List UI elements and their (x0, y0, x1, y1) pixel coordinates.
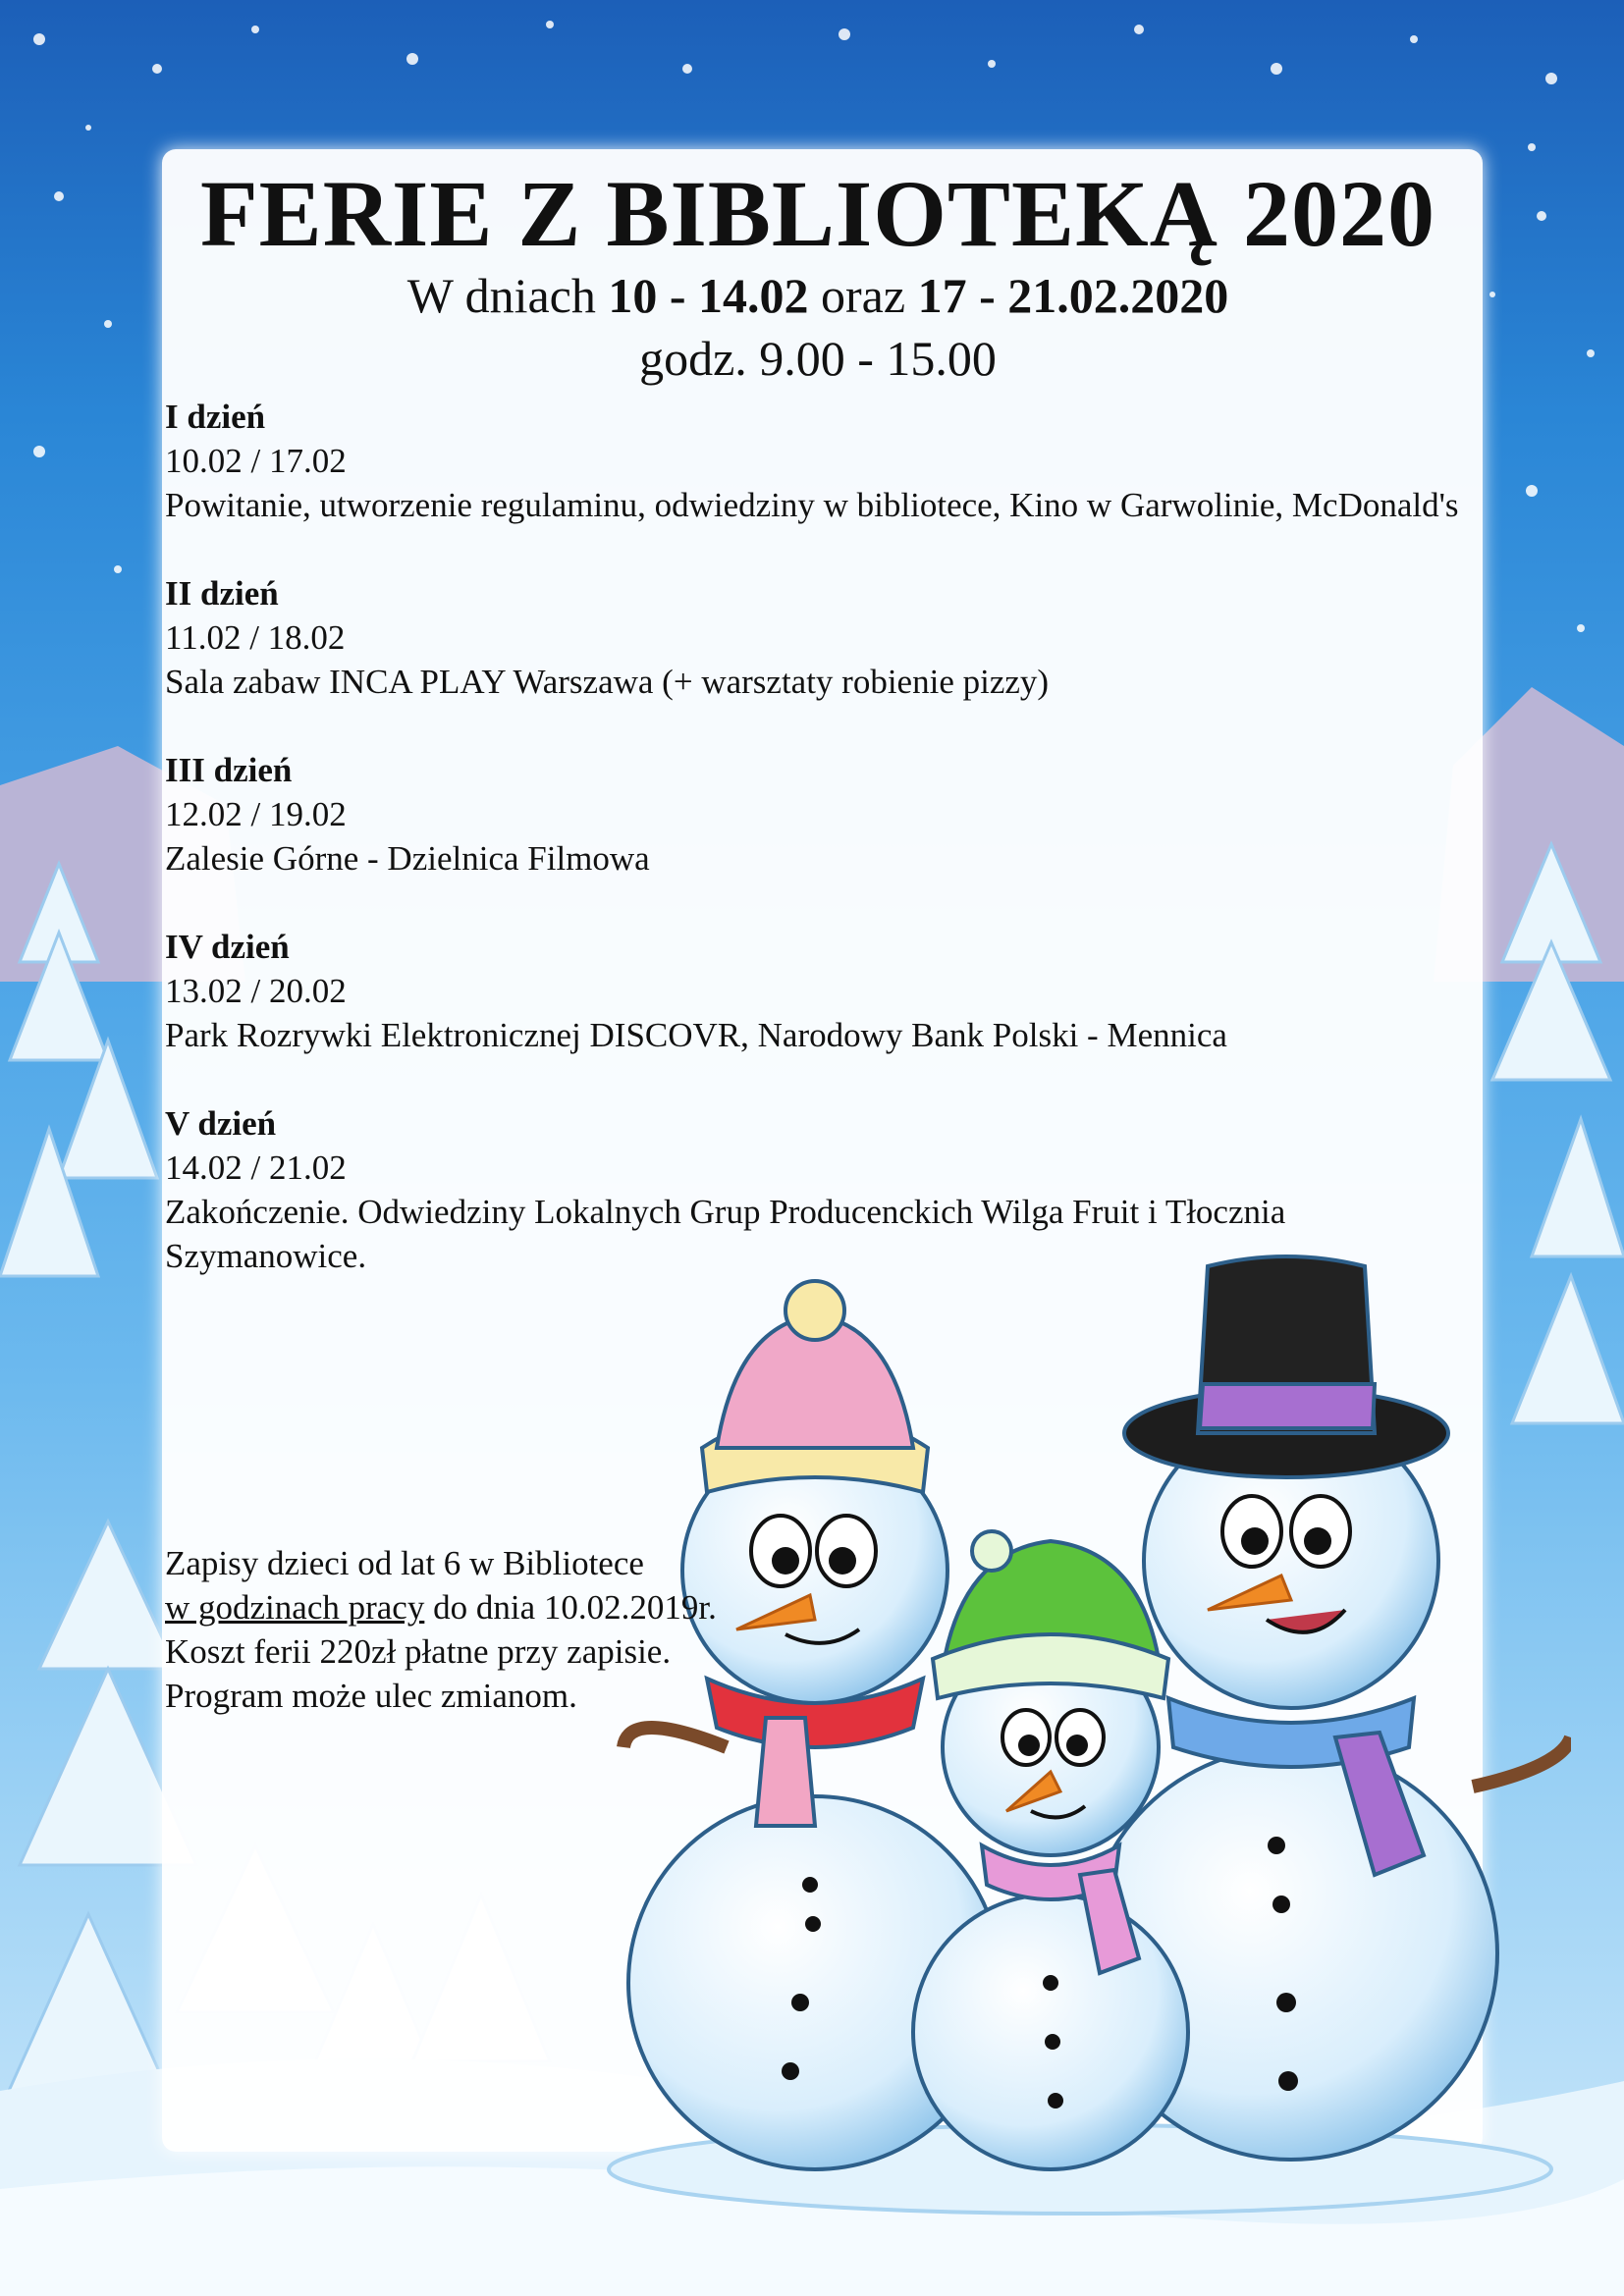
day-description: Powitanie, utworzenie regulaminu, odwiedziny w bibliotece, Kino w Garwolinie, McDonald's (165, 486, 1459, 524)
day-label: V dzień (165, 1104, 277, 1143)
enrollment-deadline (165, 1585, 717, 1629)
day-description: Zakończenie. Odwiedziny Lokalnych Grup Producenckich Wilga Fruit i Tłocznia Szymanowice. (165, 1193, 1286, 1275)
day-label: III dzień (165, 751, 293, 789)
day-dates: 12.02 / 19.02 (165, 795, 347, 833)
enrollment-line: Zapisy dzieci od lat 6 w Bibliotece (165, 1544, 644, 1582)
dates-line (165, 267, 1471, 324)
program-change-note: Program może ulec zmianom. (165, 1677, 577, 1715)
day-label: I dzień (165, 398, 266, 436)
day-dates: 14.02 / 21.02 (165, 1148, 347, 1187)
dates-prefix: W dniach (406, 268, 609, 323)
day-dates: 13.02 / 20.02 (165, 972, 347, 1010)
poster-content (165, 161, 1471, 1322)
program-day (165, 571, 1471, 704)
program-day (165, 395, 1471, 527)
snowman-family-illustration (589, 1237, 1571, 2218)
day-description: Park Rozrywki Elektronicznej DISCOVR, Narodowy Bank Polski - Mennica (165, 1016, 1227, 1054)
day-dates: 11.02 / 18.02 (165, 618, 346, 657)
day-label: IV dzień (165, 928, 290, 966)
cost-line: Koszt ferii 220zł płatne przy zapisie. (165, 1632, 672, 1671)
program-day (165, 925, 1471, 1057)
day-description: Zalesie Górne - Dzielnica Filmowa (165, 839, 650, 878)
dates-range-1: 10 - 14.02 (608, 268, 809, 323)
day-label: II dzień (165, 574, 279, 613)
day-description: Sala zabaw INCA PLAY Warszawa (+ warsztaty robienie pizzy) (165, 663, 1050, 701)
hours-line: godz. 9.00 - 15.00 (639, 331, 997, 386)
working-hours-text: w godzinach pracy (165, 1588, 425, 1627)
enrollment-notes (165, 1541, 717, 1718)
program-list (165, 395, 1471, 1278)
dates-range-2: 17 - 21.02.2020 (917, 268, 1229, 323)
day-dates: 10.02 / 17.02 (165, 442, 347, 480)
dates-join: oraz (808, 268, 918, 323)
poster-title: FERIE Z BIBLIOTEKĄ 2020 (200, 161, 1435, 266)
deadline-text: do dnia 10.02.2019r. (424, 1588, 717, 1627)
program-day (165, 748, 1471, 881)
